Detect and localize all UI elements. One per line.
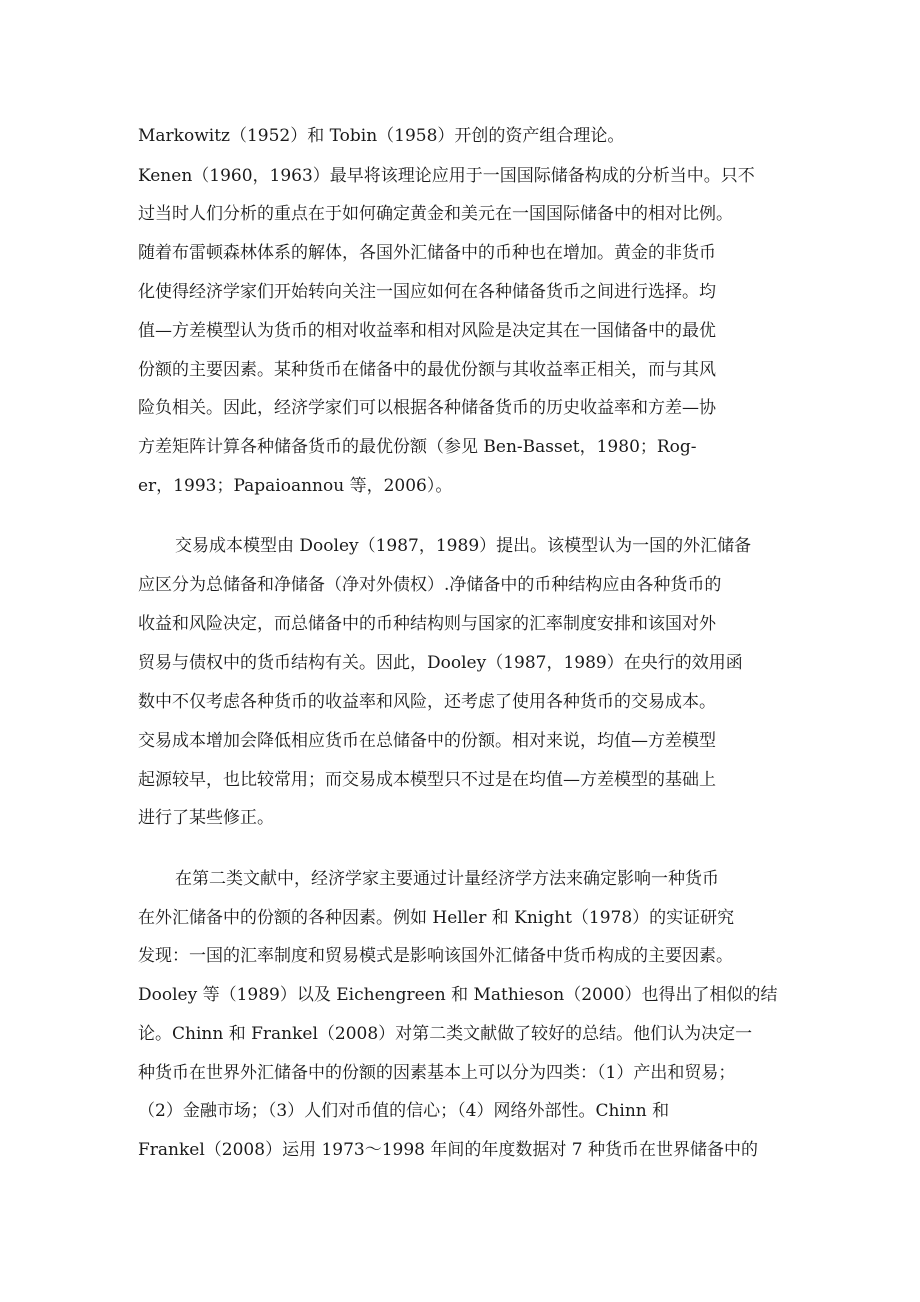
text-line: 种货币在世界外汇储备中的份额的因素基本上可以分为四类：（1）产出和贸易； <box>138 1063 736 1083</box>
text-line: Frankel（2008）运用 1973～1998 年间的年度数据对 7 种货币在世界储备中的 <box>138 1140 759 1160</box>
text-line: 贸易与债权中的货币结构有关。因此，Dooley（1987，1989）在央行的效用函 <box>138 653 743 673</box>
text-line: 份额的主要因素。某种货币在储备中的最优份额与其收益率正相关，而与其风 <box>138 360 716 380</box>
text-line: 发现：一国的汇率制度和贸易模式是影响该国外汇储备中货币构成的主要因素。 <box>138 946 733 966</box>
text-line: 在第二类文献中，经济学家主要通过计量经济学方法来确定影响一种货币 <box>175 869 719 889</box>
text-line: 论。Chinn 和 Frankel（2008）对第二类文献做了较好的总结。他们认为决定一 <box>138 1024 753 1044</box>
text-line: （2）金融市场；（3）人们对币值的信心；（4）网络外部性。Chinn 和 <box>138 1101 670 1121</box>
text-line: er，1993；Papaioannou 等，2006）。 <box>138 476 453 496</box>
text-line: Markowitz（1952）和 Tobin（1958）开创的资产组合理论。 <box>138 126 625 146</box>
text-line: 化使得经济学家们开始转向关注一国应如何在各种储备货币之间进行选择。均 <box>138 282 716 302</box>
text-line: 方差矩阵计算各种储备货币的最优份额（参见 Ben-Basset，1980；Rog- <box>138 437 697 457</box>
text-line: 值—方差模型认为货币的相对收益率和相对风险是决定其在一国储备中的最优 <box>138 321 716 341</box>
text-line: Kenen（1960，1963）最早将该理论应用于一国国际储备构成的分析当中。只不 <box>138 166 755 186</box>
text-line: 在外汇储备中的份额的各种因素。例如 Heller 和 Knight（1978）的实证研究 <box>138 908 735 928</box>
text-line: 交易成本增加会降低相应货币在总储备中的份额。相对来说，均值—方差模型 <box>138 731 716 751</box>
text-line: Dooley 等（1989）以及 Eichengreen 和 Mathieson（2000）也得出了相似的结 <box>138 985 778 1005</box>
text-line: 起源较早，也比较常用；而交易成本模型只不过是在均值—方差模型的基础上 <box>138 770 716 790</box>
text-line: 数中不仅考虑各种货币的收益率和风险，还考虑了使用各种货币的交易成本。 <box>138 692 716 712</box>
text-line: 过当时人们分析的重点在于如何确定黄金和美元在一国国际储备中的相对比例。 <box>138 204 733 224</box>
text-line: 收益和风险决定，而总储备中的币种结构则与国家的汇率制度安排和该国对外 <box>138 614 716 634</box>
text-line: 随着布雷顿森林体系的解体，各国外汇储备中的币种也在增加。黄金的非货币 <box>138 243 716 263</box>
text-line: 应区分为总储备和净储备（净对外债权）.净储备中的币种结构应由各种货币的 <box>138 575 722 595</box>
text-line: 交易成本模型由 Dooley（1987，1989）提出。该模型认为一国的外汇储备 <box>175 536 752 556</box>
text-line: 进行了某些修正。 <box>138 808 274 828</box>
text-line: 险负相关。因此，经济学家们可以根据各种储备货币的历史收益率和方差—协 <box>138 398 716 418</box>
